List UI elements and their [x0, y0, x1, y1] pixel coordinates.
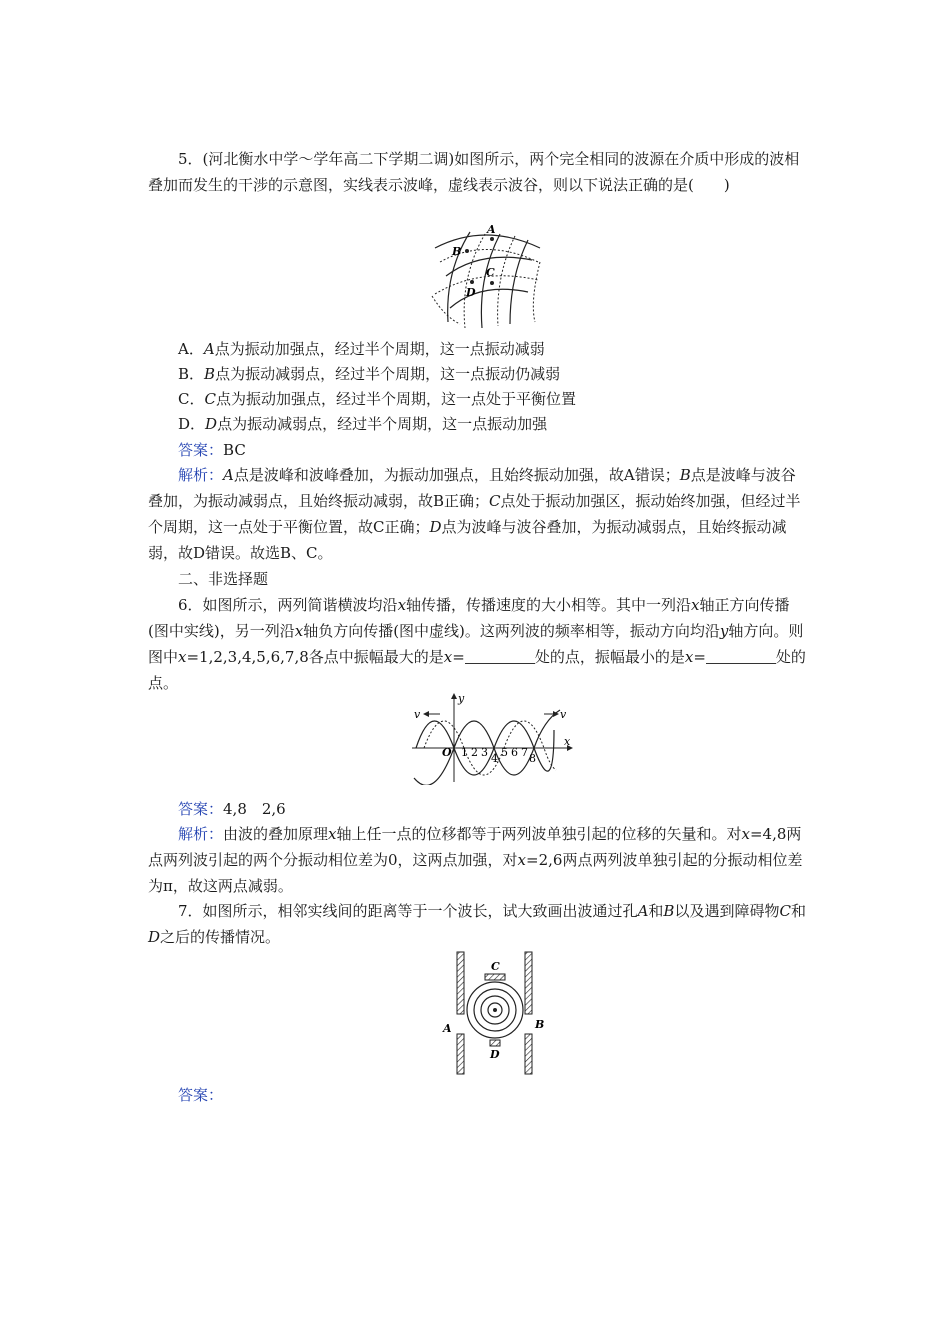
- variable-symbol: A: [223, 466, 234, 484]
- text-run: 点是波峰与波谷叠加，为振动减弱点，且始终振动减弱，故B正确；: [148, 466, 796, 510]
- q5-analysis: [148, 462, 810, 566]
- right-wall-upper: [525, 952, 532, 1014]
- text-run: 处的点，振幅最小的是: [534, 648, 685, 666]
- q7-number: 7．: [178, 902, 203, 920]
- text-run: 轴正方向传播(图中实线)，另一列沿: [148, 596, 790, 640]
- point-a-dot: [490, 237, 494, 241]
- q6-number: 6．: [178, 596, 203, 614]
- variable-symbol: y: [719, 622, 729, 640]
- text-run: =1,2,3,4,5,6,7,8各点中振幅最大的是: [186, 648, 444, 666]
- v-left-label: v: [414, 708, 421, 721]
- point-labels: [461, 746, 536, 765]
- answer-label: 答案：: [178, 800, 224, 818]
- point-label: 5: [501, 746, 508, 759]
- point-c-dot: [490, 281, 494, 285]
- text-run: =4,8两点两列波引起的两个分振动相位差为0，这两点加强，对: [148, 825, 802, 869]
- q7-answer: [148, 1082, 810, 1108]
- variable-symbol: x: [178, 648, 187, 666]
- text-run: =: [452, 648, 465, 666]
- q6-analysis: [148, 821, 810, 899]
- point-label: 7: [521, 746, 528, 759]
- figure-label-c: C: [486, 266, 495, 279]
- q7-aperture-figure: [435, 948, 545, 1078]
- section-heading: 二、非选择题: [178, 570, 269, 588]
- point-label: 4: [491, 752, 498, 765]
- crest-line: [435, 235, 540, 248]
- text-run: 处的点。: [148, 648, 806, 692]
- variable-symbol: x: [294, 622, 304, 640]
- text-run: 点是波峰和波峰叠加，为振动加强点，且始终振动加强，故A错误；: [233, 466, 680, 484]
- point-label: 6: [511, 746, 518, 759]
- y-axis-label: y: [458, 692, 465, 705]
- text-run: 如图所示，两列简谐横波均沿: [202, 596, 398, 614]
- variable-symbol: D: [429, 518, 442, 536]
- answer-label: 答案：: [178, 1086, 224, 1104]
- variable-symbol: x: [397, 596, 407, 614]
- trough-line: [432, 296, 460, 324]
- wave-source-dot: [493, 1008, 497, 1012]
- answer-label: 答案：: [178, 441, 224, 459]
- answer-blank: [465, 649, 535, 664]
- text-run: 以及遇到障碍物: [674, 902, 780, 920]
- text-run: 轴上任一点的位移都等于两列波单独引起的位移的矢量和。对: [336, 825, 742, 843]
- point-b-dot: [465, 249, 469, 253]
- variable-symbol: A: [637, 902, 649, 920]
- text-run: 轴负方向传播(图中虚线)。这两列波的频率相等，振动方向均沿: [303, 622, 720, 640]
- figure-label-d: D: [490, 1048, 500, 1061]
- text-run: 轴传播，传播速度的大小相等。其中一列沿: [406, 596, 692, 614]
- crest-line: [450, 289, 528, 308]
- origin-label: O: [442, 746, 452, 759]
- text-run: 点为波峰与波谷叠加，为振动减弱点，且始终振动减弱，故D错误。故选B、C。: [148, 518, 787, 562]
- q7-stem-text: [148, 902, 806, 946]
- q6-stem: [148, 592, 810, 696]
- q5-number: 5．: [178, 150, 203, 168]
- obstacle-d: [490, 1040, 500, 1046]
- variable-symbol: x: [684, 648, 694, 666]
- analysis-text: [148, 825, 802, 895]
- analysis-label: 解析：: [178, 825, 224, 843]
- q5-answer: [148, 437, 810, 463]
- text-run: =: [693, 648, 706, 666]
- text-run: 和: [790, 902, 806, 920]
- point-label: 1: [461, 746, 468, 759]
- figure-label-b: B: [535, 1018, 545, 1031]
- right-wall-lower: [525, 1034, 532, 1074]
- q6-stem-text: [148, 596, 806, 692]
- left-wall-lower: [457, 1034, 464, 1074]
- point-label: 3: [481, 746, 488, 759]
- variable-symbol: x: [741, 825, 750, 843]
- v-right-label: v: [560, 708, 567, 721]
- point-label: 2: [471, 746, 478, 759]
- figure-label-a: A: [443, 1022, 452, 1035]
- q5-option-d: D．D点为振动减弱点，经过半个周期，这一点振动加强: [178, 415, 548, 433]
- figure-label-d: D: [466, 286, 476, 299]
- variable-symbol: B: [663, 902, 675, 920]
- text-run: 点处于振动加强区，振动始终加强，但经过半个周期，这一点处于平衡位置，故C正确；: [148, 492, 801, 536]
- figure-label-b: B: [452, 245, 462, 258]
- q5-option-c: C．C点为振动加强点，经过半个周期，这一点处于平衡位置: [178, 390, 576, 408]
- point-label: 8: [529, 752, 536, 765]
- q6-wave-figure: [410, 690, 580, 785]
- variable-symbol: x: [517, 851, 527, 869]
- crest-line: [510, 240, 528, 324]
- q5-option-b: B．B点为振动减弱点，经过半个周期，这一点振动仍减弱: [178, 365, 561, 383]
- q5-source: (河北衡水中学～学年高二下学期二调): [202, 150, 455, 168]
- answer-value: BC: [223, 441, 246, 459]
- variable-symbol: D: [148, 928, 161, 946]
- variable-symbol: x: [443, 648, 453, 666]
- text-run: 之后的传播情况。: [160, 928, 281, 946]
- x-axis-label: x: [564, 735, 571, 748]
- left-wall-upper: [457, 952, 464, 1014]
- variable-symbol: C: [779, 902, 791, 920]
- trough-line: [533, 262, 540, 322]
- variable-symbol: C: [489, 492, 501, 510]
- answer-blank: [706, 649, 776, 664]
- point-d-dot: [470, 280, 474, 284]
- figure-label-c: C: [491, 960, 500, 973]
- q5-stem-text: 如图所示，两个完全相同的波源在介质中形成的波相叠加而发生的干涉的示意图，实线表示波峰，虚线表示波谷，则以下说法正确的是( ): [148, 150, 800, 194]
- text-run: =2,6两点两列波单独引起的分振动相位差为π，故这两点减弱。: [148, 851, 803, 895]
- text-run: 如图所示，相邻实线间的距离等于一个波长，试大致画出波通过孔: [202, 902, 638, 920]
- analysis-text: [148, 466, 801, 562]
- variable-symbol: x: [328, 825, 337, 843]
- q7-stem: [148, 898, 810, 950]
- text-run: 轴方向。则图中: [148, 622, 804, 666]
- obstacle-c: [485, 974, 505, 980]
- analysis-label: 解析：: [178, 466, 224, 484]
- q6-answer: [148, 796, 810, 822]
- variable-symbol: x: [691, 596, 700, 614]
- trough-line: [498, 236, 515, 326]
- q5-interference-figure: [420, 222, 550, 332]
- figure-label-a: A: [487, 223, 496, 236]
- q5-stem: [148, 146, 810, 198]
- answer-value: 4,8 2,6: [223, 800, 286, 818]
- q5-option-a: A．A点为振动加强点，经过半个周期，这一点振动减弱: [178, 340, 545, 358]
- variable-symbol: B: [679, 466, 691, 484]
- text-run: 由波的叠加原理: [223, 825, 329, 843]
- text-run: 和: [648, 902, 664, 920]
